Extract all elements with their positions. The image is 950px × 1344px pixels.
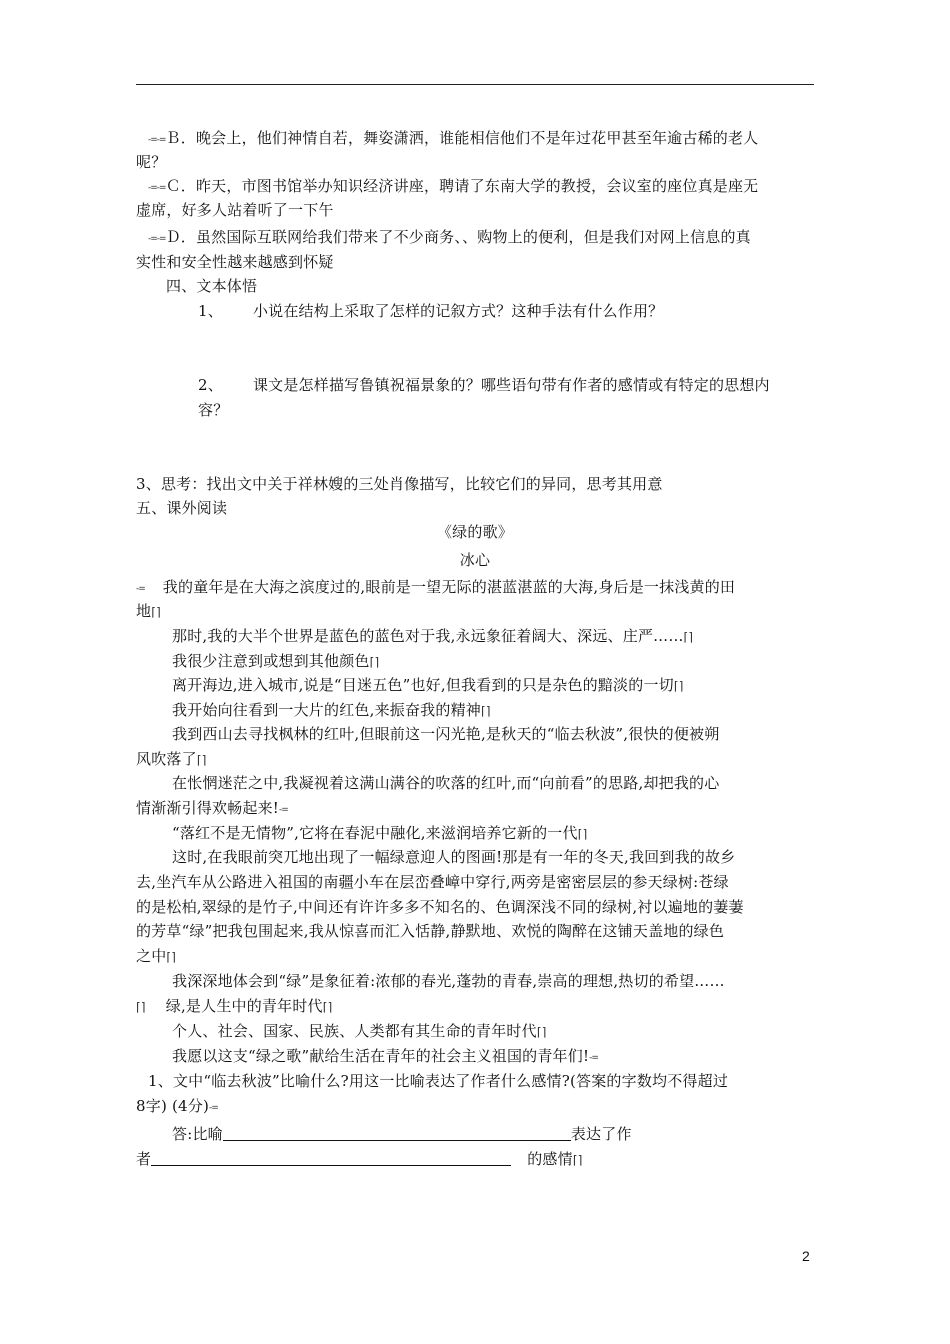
answer-blank-2[interactable] <box>151 1149 511 1166</box>
format-mark: -= <box>209 1103 218 1113</box>
passage-paragraph-9-line3: 的是松柏,翠绿的是竹子,中间还有许许多多不知名的、色调深浅不同的绿树,衬以遍地的萋萋 <box>136 898 744 916</box>
passage-paragraph-7-line1: 在怅惘迷茫之中,我凝视着这满山满谷的吹落的红叶,而“向前看”的思路,却把我的心 <box>172 774 720 792</box>
format-mark: ⌈⌉ <box>673 679 684 693</box>
option-b-line1: -=-=Ｂ．晚会上，他们神情自若，舞姿潇洒，谁能相信他们不是年过花甲甚至年逾古稀的老人 <box>148 129 759 147</box>
format-mark: -= <box>136 584 145 594</box>
section-5-heading: 五、课外阅读 <box>136 499 228 517</box>
passage-paragraph-5: 我开始向往看到一大片的红色,来振奋我的精神⌈⌉ <box>172 701 491 719</box>
format-mark: -=-= <box>148 234 166 244</box>
header-rule <box>136 84 814 85</box>
question-4-1: 1、 小说在结构上采取了怎样的记叙方式？这种手法有什么作用？ <box>198 302 664 320</box>
passage-paragraph-9-line1: 这时,在我眼前突兀地出现了一幅绿意迎人的图画!那是有一年的冬天,我回到我的故乡 <box>172 848 736 866</box>
passage-paragraph-1-line1: -= 我的童年是在大海之滨度过的,眼前是一望无际的湛蓝湛蓝的大海,身后是一抹浅黄的田 <box>136 578 736 596</box>
passage-paragraph-8: “落红不是无情物”,它将在春泥中融化,来滋润培养它新的一代⌈⌉ <box>172 824 588 842</box>
question-4-2-line2: 容？ <box>198 401 229 419</box>
passage-paragraph-1-line2: 地⌈⌉ <box>136 602 161 620</box>
option-d-line2: 实性和安全性越来越感到怀疑 <box>136 253 334 271</box>
format-mark: ⌈⌉ <box>166 950 177 964</box>
passage-paragraph-10: 我深深地体会到“绿”是象征着:浓郁的春光,蓬勃的青春,崇高的理想,热切的希望…… <box>172 972 725 990</box>
passage-author: 冰心 <box>459 551 491 569</box>
option-c-line1: -=-=Ｃ．昨天，市图书馆举办知识经济讲座，聘请了东南大学的教授，会议室的座位真是座无 <box>148 177 759 195</box>
format-mark: ⌈⌉ <box>369 655 380 669</box>
passage-paragraph-9-line2: 去,坐汽车从公路进入祖国的南疆小车在层峦叠嶂中穿行,两旁是密密层层的参天绿树:苍绿 <box>136 873 729 891</box>
passage-paragraph-13: 我愿以这支“绿之歌”献给生活在青年的社会主义祖国的青年们!-= <box>172 1047 598 1065</box>
format-mark: ⌈⌉ <box>577 827 588 841</box>
passage-paragraph-9-line4: 的芳草“绿”把我包围起来,我从惊喜而汇入恬静,静默地、欢悦的陶醉在这铺天盖地的绿色 <box>136 922 725 940</box>
format-mark: -=-= <box>148 135 166 145</box>
passage-paragraph-6-line1: 我到西山去寻找枫林的红叶,但眼前这一闪光艳,是秋天的“临去秋波”,很快的便被朔 <box>172 725 720 743</box>
answer-line-1: 答:比喻 表达了作 <box>172 1125 632 1143</box>
page-number: 2 <box>802 1248 810 1264</box>
passage-paragraph-6-line2: 风吹落了⌈⌉ <box>136 750 207 768</box>
passage-title: 《绿的歌》 <box>436 523 513 541</box>
section-4-heading: 四、文本体悟 <box>166 277 258 295</box>
answer-line-2: 者 的感情⌈⌉ <box>136 1150 583 1168</box>
passage-paragraph-3: 我很少注意到或想到其他颜色⌈⌉ <box>172 652 380 670</box>
format-mark: ⌈⌉ <box>536 1025 547 1039</box>
reading-question-1-line2: 8字) (4分)-= <box>136 1097 218 1115</box>
passage-paragraph-2: 那时,我的大半个世界是蓝色的蓝色对于我,永远象征着阔大、深远、庄严……⌈⌉ <box>172 627 694 645</box>
format-mark: -=-= <box>148 183 166 193</box>
option-d-line1: -=-=Ｄ．虽然国际互联网给我们带来了不少商务、、购物上的便利，但是我们对网上信息的真 <box>148 228 751 246</box>
passage-paragraph-9-line5: 之中⌈⌉ <box>136 947 177 965</box>
option-b-line2: 呢？ <box>136 153 167 171</box>
format-mark: ⌈⌉ <box>572 1153 583 1167</box>
passage-paragraph-7-line2: 情渐渐引得欢畅起来!-= <box>136 799 288 817</box>
passage-paragraph-12: 个人、社会、国家、民族、人类都有其生命的青年时代⌈⌉ <box>172 1022 547 1040</box>
passage-paragraph-4: 离开海边,进入城市,说是“目迷五色”也好,但我看到的只是杂色的黯淡的一切⌈⌉ <box>172 676 684 694</box>
format-mark: -= <box>279 805 288 815</box>
question-4-3: 3、思考：找出文中关于祥林嫂的三处肖像描写，比较它们的异同，思考其用意 <box>136 475 663 493</box>
reading-question-1-line1: 1、文中“临去秋波”比喻什么?用这一比喻表达了作者什么感情?(答案的字数均不得超过 <box>148 1072 729 1090</box>
passage-paragraph-11: ⌈⌉ 绿,是人生中的青年时代⌈⌉ <box>136 997 333 1015</box>
format-mark: -= <box>589 1053 598 1063</box>
format-mark: ⌈⌉ <box>480 704 491 718</box>
format-mark: ⌈⌉ <box>322 1000 333 1014</box>
format-mark: ⌈⌉ <box>196 753 207 767</box>
option-c-line2: 虚席，好多人站着听了一下午 <box>136 201 334 219</box>
answer-blank-1[interactable] <box>223 1124 571 1141</box>
format-mark: ⌈⌉ <box>683 630 694 644</box>
format-mark: ⌈⌉ <box>151 605 161 619</box>
format-mark: ⌈⌉ <box>136 1000 146 1014</box>
question-4-2-line1: 2、 课文是怎样描写鲁镇祝福景象的？哪些语句带有作者的感情或有特定的思想内 <box>198 376 770 394</box>
